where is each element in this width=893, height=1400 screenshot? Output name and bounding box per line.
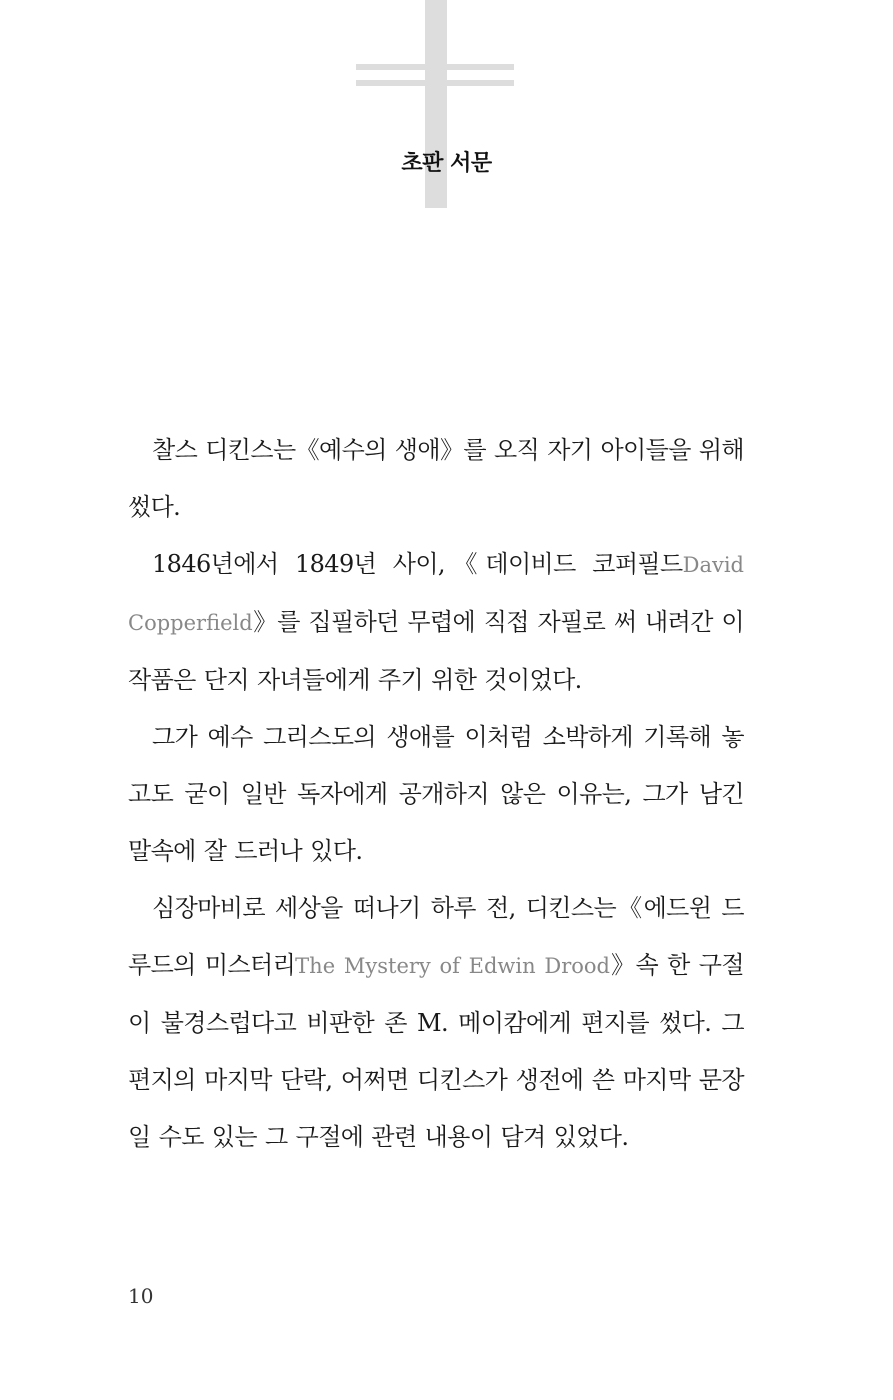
- page-number: 10: [128, 1284, 154, 1308]
- book-title-latin: David Copperfield: [128, 553, 744, 635]
- cross-horizontal-beam-top: [356, 64, 514, 70]
- paragraph-2-text-before: 1846년에서 1849년 사이,《데이비드 코퍼필드: [152, 550, 683, 578]
- paragraph-2: [128, 536, 744, 709]
- paragraph-4-text-after: 》속 한 구절이 불경스럽다고 비판한 존 M. 메이캄에게 편지를 썼다. 그 편지의 마지막 단락, 어쩌면 디킨스가 생전에 쓴 마지막 문장일 수도 있는 그 구절에 관련 내용이 담겨 있었다.: [128, 951, 744, 1151]
- page-title: 초판 서문: [401, 151, 492, 176]
- body-text: [128, 422, 744, 1166]
- paragraph-3-text: 그가 예수 그리스도의 생애를 이처럼 소박하게 기록해 놓고도 굳이 일반 독자에게 공개하지 않은 이유는, 그가 남긴 말속에 잘 드러나 있다.: [128, 723, 744, 865]
- paragraph-2-text-after: 》를 집필하던 무렵에 직접 자필로 써 내려간 이 작품은 단지 자녀들에게 주기 위한 것이었다.: [128, 608, 744, 694]
- paragraph-1: [128, 422, 744, 536]
- paragraph-1-text: 찰스 디킨스는《예수의 생애》를 오직 자기 아이들을 위해 썼다.: [128, 436, 744, 521]
- paragraph-3: [128, 709, 744, 880]
- paragraph-4-text-before: 심장마비로 세상을 떠나기 하루 전, 디킨스는《에드윈 드루드의 미스터리: [128, 894, 744, 979]
- book-title-latin: The Mystery of Edwin Drood: [295, 954, 610, 978]
- cross-horizontal-beam-bottom: [356, 80, 514, 86]
- paragraph-4: [128, 880, 744, 1166]
